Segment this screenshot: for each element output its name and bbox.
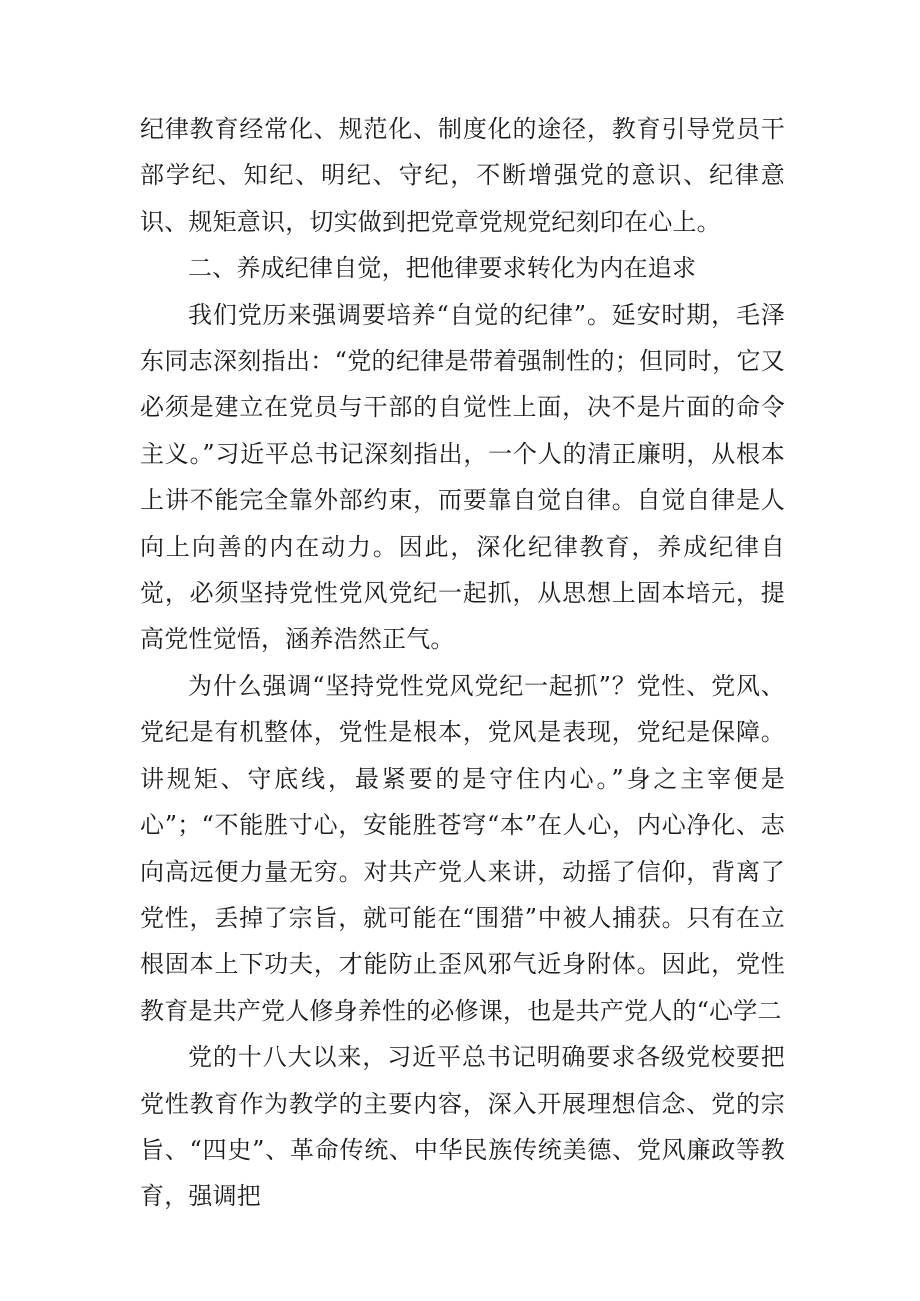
paragraph-eighteenth-congress: 党的十八大以来，习近平总书记明确要求各级党校要把党性教育作为教学的主要内容，深入开展理想信念、党的宗旨、“四史”、革命传统、中华民族传统美德、党风廉政等教育，强调把 <box>140 1043 785 1211</box>
paragraph-self-discipline: 我们党历来强调要培养“自觉的纪律”。延安时期，毛泽东同志深刻指出：“党的纪律是带着强制性的；但同时，它又必须是建立在党员与干部的自觉性上面，决不是片面的命令主义。”习近平总书记深刻指出，一个人的清正廉明，从根本上讲不能完全靠外部约束，而要靠自觉自律。自觉自律是人向上向善的内在动力。因此，深化纪律教育，养成纪律自觉，必须坚持党性党风党纪一起抓，从思想上固本培元，提高党性觉悟，涵养浩然正气。 <box>140 300 785 654</box>
section-heading: 二、养成纪律自觉，把他律要求转化为内在追求 <box>188 254 697 283</box>
document-body <box>140 106 785 1220</box>
paragraph-continuation: 纪律教育经常化、规范化、制度化的途径，教育引导党员干部学纪、知纪、明纪、守纪，不断增强党的意识、纪律意识、规矩意识，切实做到把党章党规党纪刻印在心上。 <box>140 115 785 236</box>
paragraph-party-spirit: 为什么强调“坚持党性党风党纪一起抓”？党性、党风、党纪是有机整体，党性是根本，党风是表现，党纪是保障。讲规矩、守底线，最紧要的是守住内心。”身之主宰便是心”；“不能胜寸心，安能胜苍穹“本”在人心，内心净化、志向高远便力量无穷。对共产党人来讲，动摇了信仰，背离了党性，丢掉了宗旨，就可能在“围猎”中被人捕获。只有在立根固本上下功夫，才能防止歪风邪气近身附体。因此，党性教育是共产党人修身养性的必修课，也是共产党人的“心学二 <box>140 671 785 1025</box>
